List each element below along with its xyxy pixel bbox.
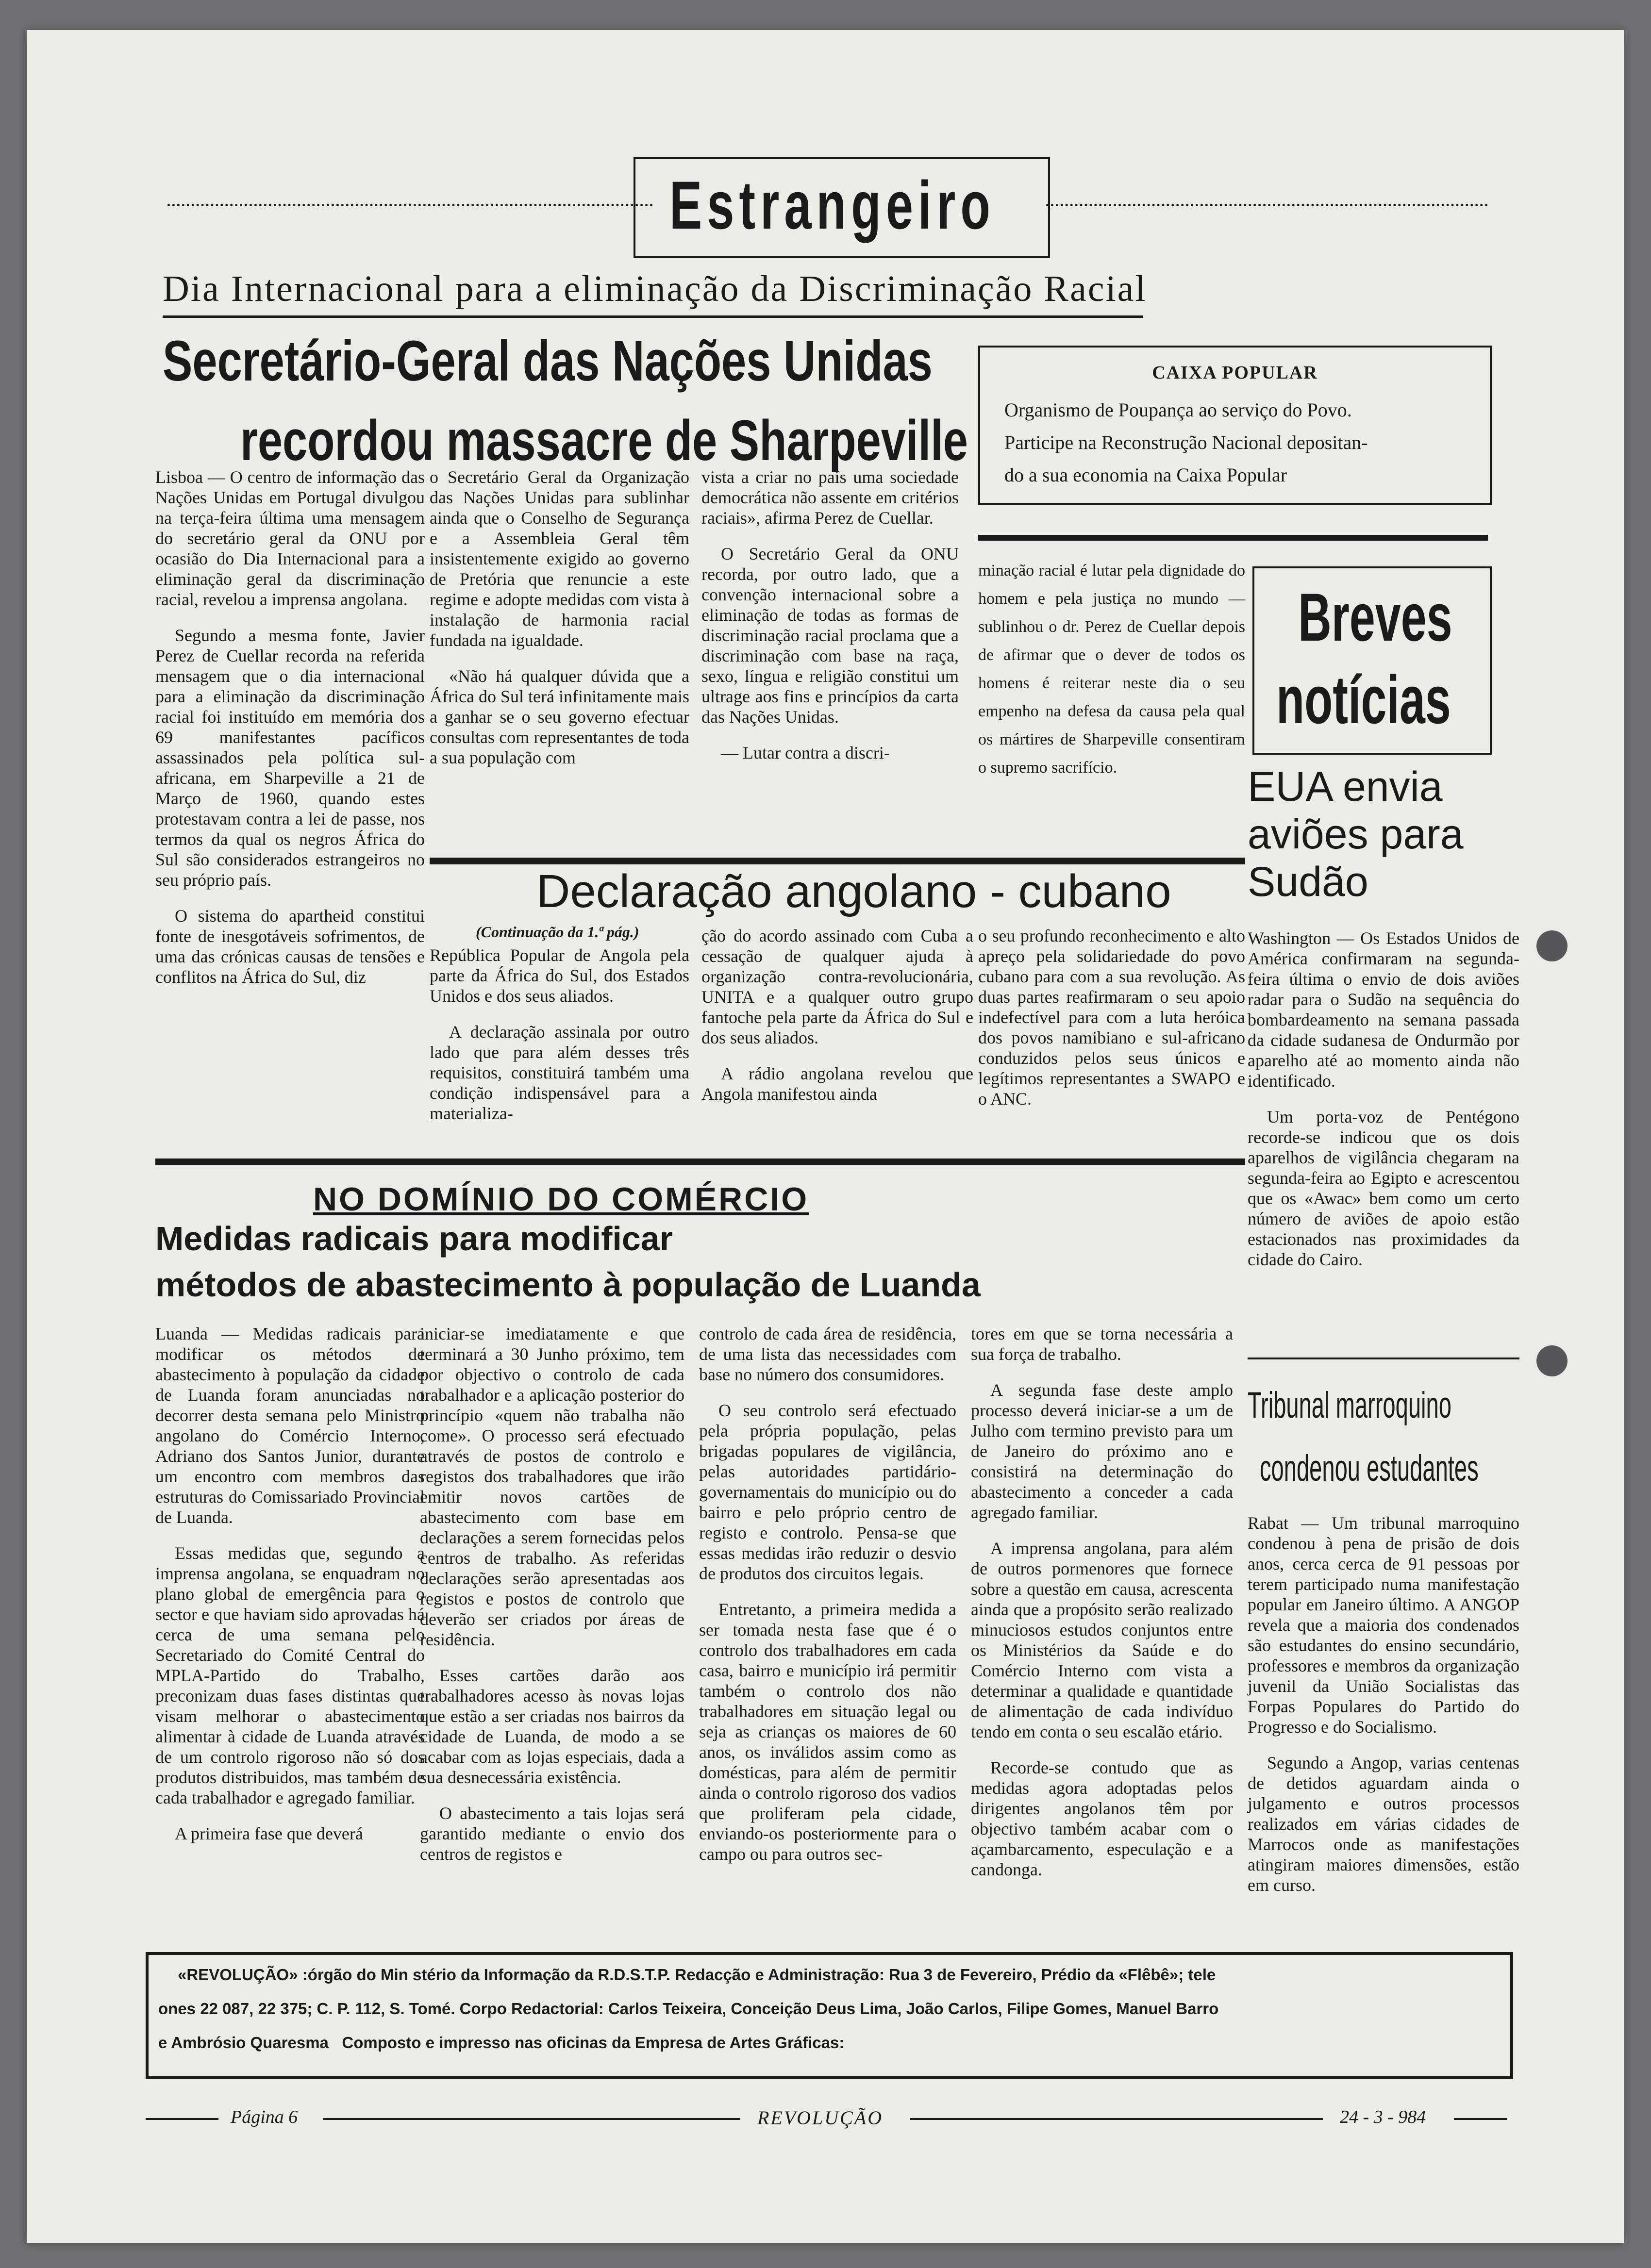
paragraph: iniciar-se imediatamente e que terminará a 30 Junho próximo, tem por objectivo o controlo de cada trabalhador e a aplicação posterior do princípio «quem não trabalha não come». O processo será efectuado através de postos de controlo e registos dos trabalhadores que irão emitir novos cartões de abastecimento com base em declarações a serem fornecidas pelos centros de trabalho. As referidas declarações serão apresentadas aos registos e postos de controlo que deverão ser criados por áreas de residência. [420,1324,684,1649]
footer-rule [1454,2118,1507,2120]
paragraph: A segunda fase deste amplo processo deverá iniciar-se a um de Julho com termino previsto para um de Janeiro do próximo ano e consistirá na determinação do abastecimento a conceder a cada agregado familiar. [971,1380,1233,1522]
paragraph: Segundo a Angop, varias centenas de detidos aguardam ainda o julgamento e outros processos realizados em várias cidades de Marrocos onde as manifestações atingiram maiores dimensões, estão em curso. [1248,1753,1519,1895]
paragraph: controlo de cada área de residência, de uma lista das necessidades com base no número dos consumidores. [699,1324,956,1384]
footer-rule [910,2118,1323,2120]
eua-body [1248,928,1519,1285]
tribunal-headline-1: Tribunal marroquino [1248,1385,1451,1426]
eua-headline-2: aviões para [1248,811,1464,858]
article-headline-2: recordou massacre de Sharpeville [240,409,968,473]
paragraph: «Não há qualquer dúvida que a África do Sul terá infinitamente mais a ganhar se o seu governo efectuar consultas com representantes de toda a sua população com [430,666,689,767]
paragraph: A primeira fase que deverá [175,1824,363,1843]
article-kicker: Dia Internacional para a eliminação da Discriminação Racial [163,268,1147,309]
masthead-box [146,1952,1513,2079]
paragraph: O sistema do apartheid constitui fonte de inesgotáveis sofrimentos, de uma das crónicas causas de tensões e conflitos na África do Sul, diz [155,906,425,987]
footer-rule [323,2118,740,2120]
declaration-continuation: (Continuação da 1.ª pág.) [476,923,639,941]
paragraph: Rabat — Um tribunal marroquino condenou à pena de prisão de dois anos, cerca cerca de 91 pessoas por terem participado numa manifestação popular em Janeiro último. A ANGOP revela que a maioria dos condenados são estudantes do ensino secundário, professores e membros da organização juvenil da União Socialistas das Forpas Populares do Partido do Progresso e do Socialismo. [1248,1513,1519,1737]
newspaper-page [27,30,1624,2243]
paragraph: Entretanto, a primeira medida a ser tomada nesta fase que é o controlo dos trabalhadores em cada casa, bairro e município irá permitir também o controlo dos não trabalhadores em situação legal ou seja as crianças os maiores de 60 anos, os inválidos assim como as domésticas, para além de permitir ainda o controlo rigoroso dos vadios que proliferam pela cidade, enviando-os posteriormente para o campo ou para outros sec- [699,1600,956,1864]
ad-line-1: Organismo de Poupança ao serviço do Povo. [1004,399,1352,421]
masthead-line-3: e Ambrósio Quaresma Composto e impresso nas oficinas da Empresa de Artes Gráficas: [158,2034,845,2052]
eua-headline-3: Sudão [1248,859,1368,905]
paragraph: A rádio angolana revelou que Angola manifestou ainda [701,1064,973,1104]
paragraph: O Secretário Geral da ONU recorda, por outro lado, que a convenção internacional sobre a eliminação de todas as formas de discriminação racial proclama que a discriminação com base na raça, sexo, língua e religião constitui um ultrage aos fins e princípios da carta das Nações Unidas. [701,544,959,727]
section-title: Estrangeiro [669,167,996,243]
declaration-column-3 [978,926,1245,1125]
tribunal-top-rule [1248,1357,1519,1359]
paragraph: vista a criar no país uma sociedade democrática não assente em critérios raciais», afirma Perez de Cuellar. [701,467,959,528]
declaration-column-1 [430,945,689,1139]
commerce-column-4 [971,1324,1233,1895]
paragraph: o Secretário Geral da Organização das Nações Unidas para sublinhar ainda que o Conselho de Segurança e a Assembleia Geral têm insistentemente exigido ao governo de Pretória que renuncie a este regime e adopte medidas com vista à instalação de harmonia racial fundada na igualdade. [430,467,689,650]
paragraph: Essas medidas que, segundo a imprensa angolana, se enquadram no plano global de emergência para o sector e que haviam sido aprovadas há cerca de uma semana pelo Secretariado do Comité Central do MPLA-Partido do Trabalho, preconizam duas fases distintas que visam melhorar o abastecimento alimentar à cidade de Luanda através de um controlo rigoroso não só dos produtos distribuidos, mas também de cada trabalhador e agregado familiar. [155,1543,425,1807]
article-headline-1: Secretário-Geral das Nações Unidas [163,329,933,393]
paragraph: A imprensa angolana, para além de outros pormenores que fornece sobre a questão em causa, acrescenta ainda que a propósito serão realizado minuciosos estudos conjuntos entre os Ministérios da Saúde e do Comércio Interno com vista a determinar a qualidade e quantidade de alimentação de cada indivíduo tendo em conta o seu escalão etário. [971,1539,1233,1741]
footer-date: 24 - 3 - 984 [1340,2107,1426,2127]
paragraph: Washington — Os Estados Unidos de América confirmaram na segunda-feira última o envio de dois aviões radar para o Sudão na sequência do bombardeamento na semana passada da cidade sudanesa de Ondurmão por aparelho até ao momento ainda não identificado. [1248,928,1519,1091]
commerce-headline-1: Medidas radicais para modificar [155,1220,673,1258]
commerce-headline-2: métodos de abastecimento à população de Luanda [155,1266,981,1304]
footer-page: Página 6 [231,2107,298,2127]
kicker-rule [163,315,1143,318]
article-column-1 [155,467,425,1003]
masthead-line-1: «REVOLUÇÃO» :órgão do Min stério da Informação da R.D.S.T.P. Redacção e Administração: Rua 3 de Fevereiro, Prédio da «Flêbê»; tele [178,1966,1216,1984]
ad-title: CAIXA POPULAR [1152,363,1318,383]
punch-hole [1536,930,1568,961]
paragraph: O seu controlo será efectuado pela própria população, pelas brigadas populares de vigilância, pelas autoridades partidário-governamentais do município ou do bairro e pelo próprio centro de registo e controlo. Pensa-se que essas medidas irão reduzir o desvio de produtos dos circuitos legais. [699,1401,956,1583]
paragraph: Recorde-se contudo que as medidas agora adoptadas pelos dirigentes angolanos têm por objectivo também acabar com o açambarcamento, especulação e a candonga. [971,1758,1233,1879]
punch-hole [1536,1345,1568,1376]
section-title-box [634,157,1050,258]
declaration-headline: Declaração angolano - cubano [536,865,1171,917]
declaration-column-2 [701,926,973,1120]
caixa-popular-ad [978,346,1492,505]
paragraph: Um porta-voz de Pentégono recorde-se indicou que os dois aparelhos de vigilância chegaram na segunda-feira ao Egipto e acrescentou que os «Awac» bem como um certo número de aviões de apoio estão estacionados nas proximidades da cidade do Cairo. [1248,1107,1519,1269]
paragraph: — Lutar contra a discri- [721,743,890,762]
paragraph: Esses cartões darão aos trabalhadores acesso às novas lojas que estão a ser criadas nos bairros da cidade de Luanda, de modo a se acabar com as lojas especiais, dada a sua desnecessária existência. [420,1666,684,1787]
eua-headline [1248,763,1464,906]
paragraph: Luanda — Medidas radicais para modificar os métodos de abastecimento à população da cidade de Luanda foram anunciadas no decorrer desta semana pelo Ministro angolano do Comércio Interno, Adriano dos Santos Junior, durante um encontro com membros das estruturas do Comissariado Provincial de Luanda. [155,1324,425,1527]
ad-line-2: Participe na Reconstrução Nacional depositan- [1004,431,1368,453]
commerce-top-rule [155,1159,1245,1165]
footer-rule [146,2118,218,2120]
paragraph: Lisboa — O centro de informação das Nações Unidas em Portugal divulgou na terça-feira última uma mensagem do secretário geral da ONU por ocasião do Dia Internacional para a eliminação geral da discriminação racial, revelou a imprensa angolana. [155,467,425,609]
section-dotted-rule-left [167,204,653,206]
article-column-4 [978,557,1245,797]
masthead-line-2: ones 22 087, 22 375; C. P. 112, S. Tomé. Corpo Redactorial: Carlos Teixeira, Conceição Deus Lima, João Carlos, Filipe Gomes, Manuel Barro [158,2000,1219,2018]
section-dotted-rule-right [1046,204,1488,206]
paragraph: o seu profundo reconhecimento e alto apreço pela solidariedade do povo cubano para com a sua revolução. As duas partes reafirmaram o seu apoio indefectível para com a luta heróica dos povos namibiano e sul-africano conduzidos pelos seus únicos e legítimos representantes a SWAPO e o ANC. [978,926,1245,1109]
paragraph: O abastecimento a tais lojas será garantido mediante o envio dos centros de registos e [420,1804,684,1864]
commerce-column-3 [699,1324,956,1880]
breves-noticias-box [1252,566,1492,755]
paragraph: minação racial é lutar pela dignidade do homem e pela justiça no mundo — sublinhou o dr. Perez de Cuellar depois de afirmar que o dever de todos os homens é reiterar neste dia o seu empenho na defesa da causa pela qual os mártires de Sharpeville consentiram o supremo sacrifício. [978,562,1245,777]
declaration-top-rule [430,858,1245,864]
ad-bottom-rule [978,535,1488,541]
paragraph: Segundo a mesma fonte, Javier Perez de Cuellar recorda na referida mensagem que o dia internacional para a eliminação da discriminação racial foi instituído em memória dos 69 manifestantes pacíficos assassinados pela política sul-africana, em Sharpeville a 21 de Março de 1960, quando estes protestavam contra a lei de passe, nos termos da qual os negros África do Sul são considerados estrangeiros no seu próprio país. [155,626,425,890]
footer-paper-name: REVOLUÇÃO [757,2107,884,2129]
commerce-column-1 [155,1324,425,1859]
commerce-column-2 [420,1324,684,1880]
paragraph: A declaração assinala por outro lado que para além desses três requisitos, constituirá também uma condição indispensável para a materializa- [430,1022,689,1123]
breves-title-2: notícias [1276,662,1451,738]
breves-title-1: Breves [1298,579,1452,655]
article-column-3 [701,467,959,778]
paragraph: República Popular de Angola pela parte da África do Sul, dos Estados Unidos e dos seus aliados. [430,945,689,1006]
tribunal-body [1248,1513,1519,1911]
paragraph: ção do acordo assinado com Cuba a cessação de qualquer ajuda à organização contra-revolucionária, UNITA e a qualquer outro grupo fantoche pela parte da África do Sul e dos seus aliados. [701,926,973,1047]
ad-line-3: do a sua economia na Caixa Popular [1004,464,1287,486]
commerce-section-title: NO DOMÍNIO DO COMÉRCIO [313,1181,809,1218]
article-column-2 [430,467,689,783]
paragraph: tores em que se torna necessária a sua força de trabalho. [971,1324,1233,1364]
eua-headline-1: EUA envia [1248,763,1443,810]
tribunal-headline-2: condenou estudantes [1260,1448,1479,1489]
